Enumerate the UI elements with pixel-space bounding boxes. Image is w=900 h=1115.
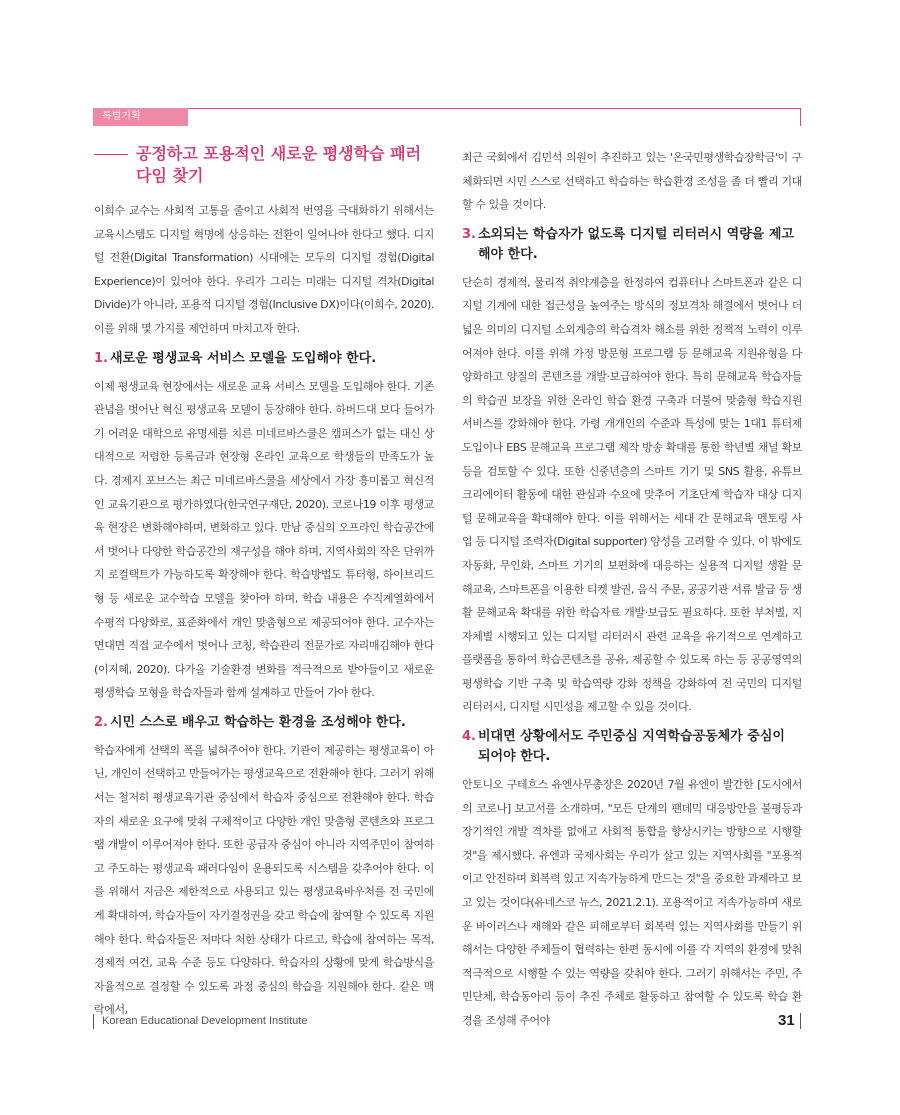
section-4-paragraph: 안토니오 구테흐스 유엔사무총장은 2020년 7월 유엔이 발간한 [도시에서의 코로나] 보고서를 소개하며, "모든 단계의 팬데믹 대응방안을 불평등과 장기적인 개발 격차를 없애고 사회적 통합을 향상시키는 방향으로 시행할 것"을 제시했다. 유엔과 국제사회는 우리가 살고 있는 지역사회를 "포용적이고 안전하며 회복력 있고 지속가능하게 만드는 것"을 중요한 과제라고 보고 있는 것이다(유네스코 뉴스, 2021.2.1). 포용적이고 지속가능하며 새로운 바이러스나 재해와 같은 피해로부터 회복력 있는 지역사회를 만들기 위해서는 다양한 주체들이 협력하는 한편 동시에 이를 각 지역의 환경에 맞춰 적극적으로 시행할 수 있는 역량을 갖춰야 한다. 그러기 위해서는 주민, 주민단체, 학습동아리 등이 추진 주체로 활동하고 참여할 수 있도록 학습 환경을 조성해 주어야: [462, 778, 802, 1027]
header-rule-tick: [800, 108, 801, 126]
section-2-number: 2.: [94, 714, 108, 730]
right-column: [462, 146, 802, 1033]
section-3-heading: [462, 225, 802, 265]
section-1-paragraph: 이제 평생교육 현장에서는 새로운 교육 서비스 모델을 도입해야 한다. 기존 관념을 벗어난 혁신 평생교육 모델이 등장해야 한다. 하버드대 보다 들어가기 어려운 대학으로 유명세를 치른 미네르바스쿨은 캠퍼스가 없는 대신 상대적으로 저렴한 등록금과 현장형 온라인 교육으로 학생들의 만족도가 높다. 경제지 포브스는 최근 미네르바스쿨을 세상에서 가장 흥미롭고 혁신적인 교육기관으로 평가하였다(한국연구재단, 2020). 코로나19 이후 평생교육 현장은 변화해야하며, 변화하고 있다. 만남 중심의 오프라인 학습공간에서 벗어나 다양한 학습공간의 재구성을 해야 하며, 지역사회의 작은 단위까지 로컬택트가 가능하도록 확장해야 한다. 학습방법도 튜터형, 하이브리드형 등 새로운 교수학습 모델을 찾아야 하며, 학습 내용은 수직계열화에서 수평적 다양화로, 표준화에서 개인 맞춤형으로 제공되어야 한다. 교수자는 면대면 직접 교수에서 벗어나 코칭, 학습관리 전문가로 자리매김해야 한다(이지혜, 2020). 다가올 기술환경 변화를 적극적으로 받아들이고 새로운 평생학습 모형을 학습자들과 함께 설계하고 만들어 가야 한다.: [94, 379, 434, 700]
article-title: 공정하고 포용적인 새로운 평생학습 패러다임 찾기: [136, 144, 422, 185]
intro-paragraph: 이희수 교수는 사회적 고통을 줄이고 사회적 번영을 극대화하기 위해서는 교육시스템도 디지털 혁명에 상응하는 전환이 일어나야 한다고 했다. 디지털 전환(Digital Transformation) 시대에는 모두의 디지털 경험(Digital Experience)이 있어야 한다. 우리가 그리는 미래는 디지털 격차(Digital Divide)가 아니라, 포용적 디지털 경험(Inclusive DX)이다(이희수, 2020). 이를 위해 몇 가지를 제언하며 마치고자 한다.: [94, 204, 434, 335]
section-3-number: 3.: [462, 226, 476, 242]
header-rule: [93, 108, 800, 109]
section-4-number: 4.: [462, 729, 476, 745]
section-2-title: 시민 스스로 배우고 학습하는 환경을 조성해야 한다.: [110, 714, 406, 730]
section-3-paragraph: 단순히 경제적, 물리적 취약계층을 한정하여 컴퓨터나 스마트폰과 같은 디지털 기계에 대한 접근성을 높여주는 방식의 정보격차 해결에서 벗어나 더 넓은 의미의 디지털 소외계층의 학습격차 해소를 위한 정책적 노력이 이루어져야 한다. 이를 위해 가정 방문형 프로그램 등 문해교육 지원유형을 다양화하고 양질의 콘텐츠를 개발·보급하여야 한다. 특히 문해교육 학습자들의 학습권 보장을 위한 온라인 학습 환경 구축과 더불어 맞춤형 학습지원 서비스를 강화해야 한다. 가령 개개인의 수준과 특성에 맞는 1대1 튜터제 도입이나 EBS 문해교육 프로그램 제작 방송 확대를 통한 학년별 채널 확보 등을 검토할 수 있다. 또한 신중년층의 스마트 기기 및 SNS 활용, 유튜브 크리에이터 활동에 대한 관심과 수요에 맞추어 기초단계 학습자 대상 디지털 문해교육을 확대해야 한다. 이를 위해서는 세대 간 문해교육 멘토링 사업 등 디지털 조력자(Digital supporter) 양성을 고려할 수 있다. 이 밖에도 자동화, 무인화, 스마트 기기의 보편화에 대응하는 실용적 디지털 생활 문해교육, 스마트폰을 이용한 티켓 발권, 음식 주문, 공공기관 서류 발급 등 생활 문해교육 확대를 위한 학습자료 개발·보급도 필요하다. 또한 부처별, 지자체별 시행되고 있는 디지털 리터러시 관련 교육을 유기적으로 연계하고 플랫폼을 통하여 학습콘텐츠를 공유, 제공할 수 있도록 하는 등 공공영역의 평생학습 기반 구축 및 학습역량 강화 정책을 강화하여 전 국민의 디지털 리터러시, 디지털 시민성을 제고할 수 있을 것이다.: [462, 275, 802, 714]
section-tag: 특별기획: [93, 108, 188, 126]
footer-page-tick: [800, 1013, 801, 1029]
section-2-heading: [94, 713, 434, 733]
left-column: [94, 143, 434, 1022]
section-1-title: 새로운 평생교육 서비스 모델을 도입해야 한다.: [110, 350, 377, 366]
continued-paragraph: 최근 국회에서 김민석 의원이 추진하고 있는 '온국민평생학습장학금'이 구체화되면 시민 스스로 선택하고 학습하는 학습환경 조성을 좀 더 빨리 기대할 수 있을 것이다.: [462, 151, 802, 212]
page-number: 31: [778, 1012, 795, 1029]
heading-rule: [94, 154, 128, 155]
section-3-title: 소외되는 학습자가 없도록 디지털 리터러시 역량을 제고해야 한다.: [478, 226, 794, 262]
section-1-number: 1.: [94, 350, 108, 366]
section-4-title: 비대면 상황에서도 주민중심 지역학습공동체가 중심이 되어야 한다.: [478, 729, 785, 765]
article-heading: [94, 143, 434, 187]
section-4-heading: [462, 727, 802, 767]
section-1-heading: [94, 349, 434, 369]
footer-rule: [93, 1014, 94, 1029]
section-2-paragraph: 학습자에게 선택의 폭을 넓혀주어야 한다. 기관이 제공하는 평생교육이 아닌, 개인이 선택하고 만들어가는 평생교육으로 전환해야 한다. 그러기 위해서는 철저히 평생교육기관 중심에서 학습자 중심으로 전환해야 한다. 학습자의 새로운 요구에 맞춰 구체적이고 다양한 개인 맞춤형 콘텐츠와 프로그램 개발이 이루어져야 한다. 또한 공급자 중심이 아니라 지역주민이 참여하고 주도하는 평생교육 패러다임이 운용되도록 시스템을 갖추어야 한다. 이를 위해서 지금은 제한적으로 사용되고 있는 평생교육바우처를 전 국민에게 확대하여, 학습자들이 자기결정권을 갖고 학습에 참여할 수 있도록 지원해야 한다. 학습자들은 저마다 처한 상태가 다르고, 학습에 참여하는 목적, 경제적 여건, 교육 수준 등도 다양하다. 학습자의 상황에 맞게 학습방식을 자율적으로 결정할 수 있도록 과정 중심의 학습을 지원해야 한다. 같은 맥락에서,: [94, 743, 434, 1017]
footer-organization: Korean Educational Development Institute: [102, 1015, 308, 1027]
